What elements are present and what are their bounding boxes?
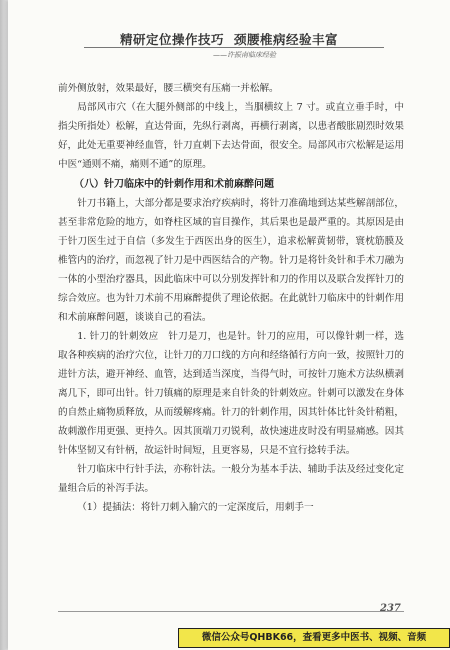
section-heading: （八）针刀临床中的针刺作用和术前麻醉问题 (74, 179, 274, 190)
page-fold-edge (0, 0, 8, 650)
page-body (58, 79, 404, 517)
page-number: 237 (380, 603, 401, 614)
paragraph: 针刀书籍上，大部分都是要求治疗疾病时，将针刀准确地到达某些解剖部位，甚至非常危险的地方，如脊柱区域的盲目操作，其后果也是最严重的。其原因是由于针刀医生过于自信（多发生于西医出身的医生），追求松解黄韧带，寰枕筋膜及椎管内的治疗，而忽视了针刀是中西医结合的产物。针刀是将针灸针和手术刀融为一体的小型治疗器具，因此临床中可以分别发挥针和刀的作用以及联合发挥针刀的综合效应。也为针刀术前不用麻醉提供了理论依据。在此就针刀临床中的针刺作用和术前麻醉问题，谈谈自己的看法。 (58, 198, 404, 323)
running-header (8, 30, 450, 59)
header-divider (84, 47, 384, 48)
paragraph: 1. 针刀的针刺效应 针刀是刀，也是针。针刀的应用，可以像针刺一样，选取各种疾病的治疗穴位，让针刀的刀口线的方向和经络循行方向一致，按照针刀的进针方法，避开神经、血管，达到适当深度，当得气时，可按针刀施术方法纵横剥离几下，即可出针。针刀镇痛的原理是来自针灸的针刺效应。针刺可以激发在身体的自然止痛物质释放，从而缓解疼痛。针刀的针刺作用，因其针体比针灸针稍粗，故刺激作用更强、更持久。因其顶端刀刃锐利，故快速进皮时没有明显痛感。因其针体坚韧又有针柄，故运针时间短，且更容易，只是不宜行捻转手法。 (58, 331, 404, 456)
header-subtitle: ——许振南临床经验 (213, 51, 276, 59)
paragraph: 针刀临床中行针手法，亦称针法。一般分为基本手法、辅助手法及经过变化定量组合后的补泻手法。 (58, 464, 404, 494)
paragraph: 局部风市穴（在大腿外侧部的中线上，当腘横纹上 7 寸。或直立垂手时，中指尖所指处）松解，直达骨面，先纵行剥离，再横行剥离，以患者酸胀剧烈时效果好，此处无重要神经血管，针刀直刺下去达骨面，很安全。局部风市穴松解是运用中医“通则不痛，痛则不通”的原理。 (58, 102, 404, 170)
book-page (8, 0, 450, 650)
paragraph: 前外侧放射，效果最好，腰三横突有压痛一并松解。 (58, 83, 279, 94)
header-title-left: 精研定位操作技巧 (119, 32, 224, 47)
header-title-right: 颈腰椎病经验丰富 (234, 32, 339, 47)
watermark-banner: 微信公众号QHBK66，查看更多中医书、视频、音频 (178, 628, 450, 648)
header-title (8, 30, 450, 48)
paragraph: （1）提插法：将针刀刺入腧穴的一定深度后，用刺手一 (77, 502, 314, 513)
footer-divider (58, 611, 404, 612)
